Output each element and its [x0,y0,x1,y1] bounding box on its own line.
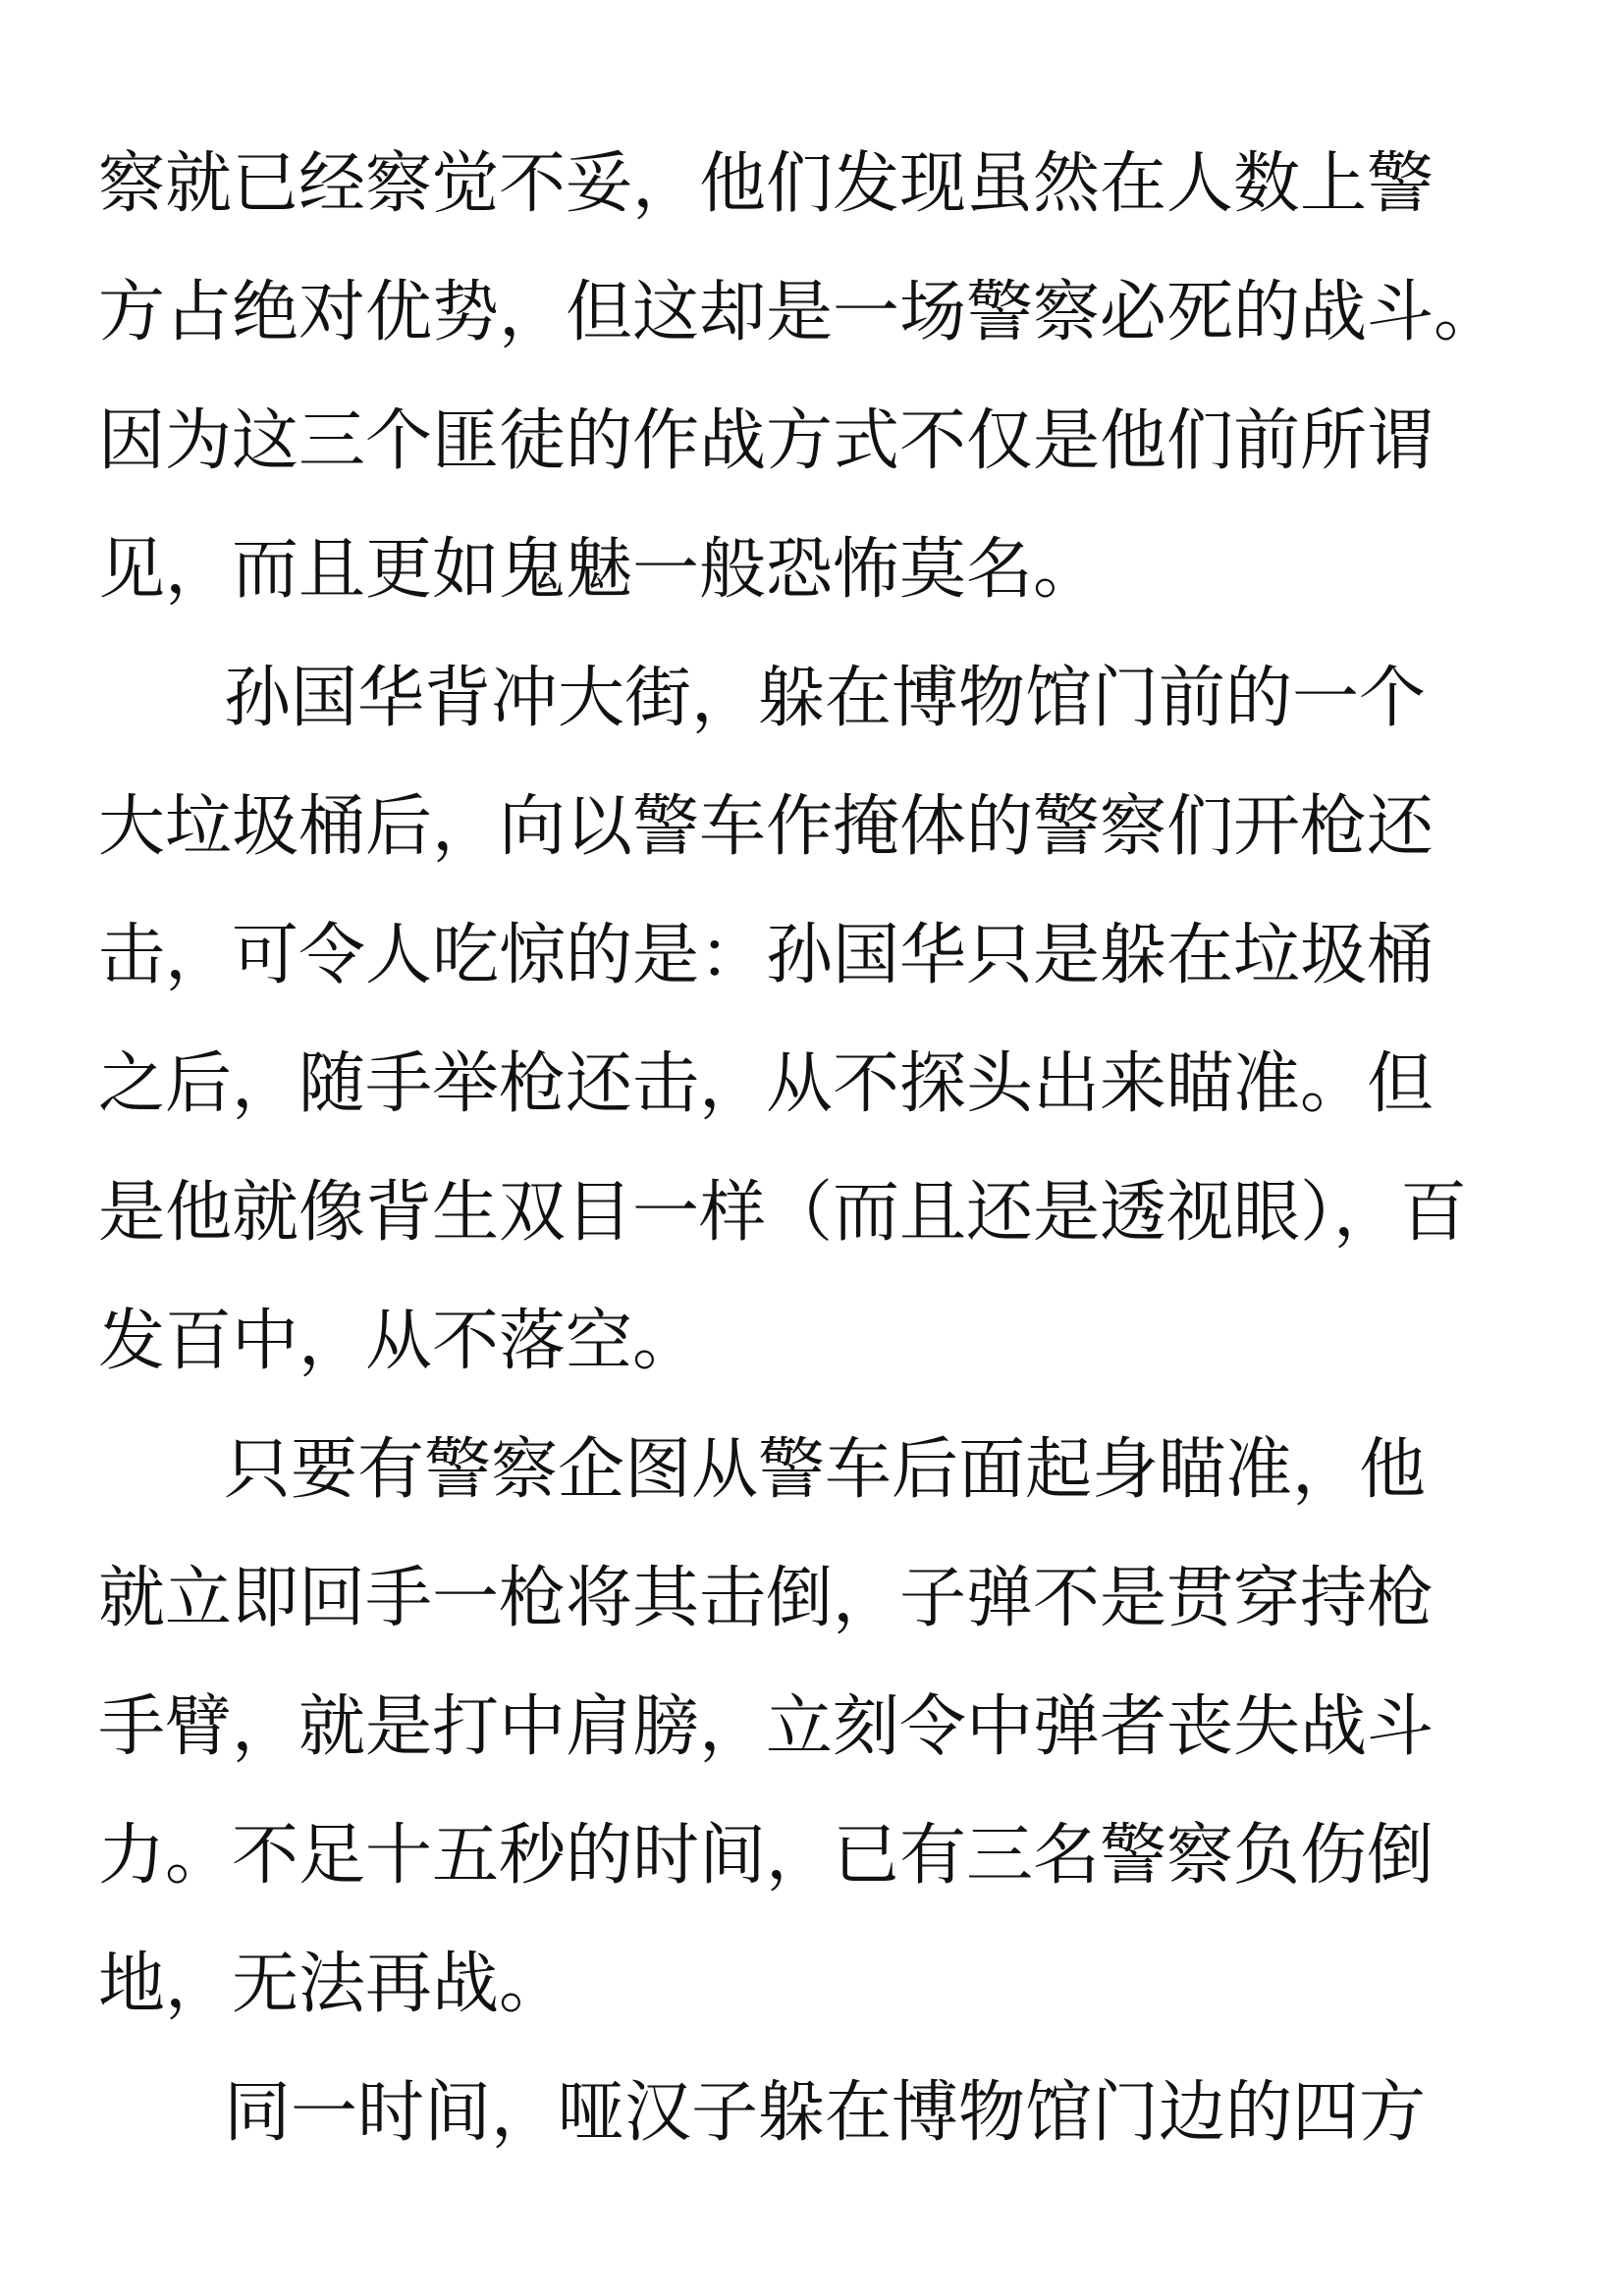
text-line-6: 大垃圾桶后，向以警车作掩体的警察们开枪还 [98,788,1435,866]
text-line-16: 同一时间，哑汉子躲在博物馆门边的四方 [224,2074,1427,2152]
text-line-12: 就立即回手一枪将其击倒，子弹不是贯穿持枪 [98,1560,1435,1637]
text-line-11: 只要有警察企图从警车后面起身瞄准，他 [224,1431,1427,1509]
text-line-14: 力。不足十五秒的时间，已有三名警察负伤倒 [98,1817,1435,1895]
text-line-8: 之后，随手举枪还击，从不探头出来瞄准。但 [98,1045,1435,1123]
text-line-5: 孙国华背冲大街，躲在博物馆门前的一个 [224,660,1427,737]
text-line-9: 是他就像背生双目一样（而且还是透视眼），百 [98,1174,1468,1252]
text-line-13: 手臂，就是打中肩膀，立刻令中弹者丧失战斗 [98,1688,1435,1766]
text-line-15: 地，无法再战。 [98,1946,567,2023]
text-line-7: 击，可令人吃惊的是：孙国华只是躲在垃圾桶 [98,917,1435,994]
text-line-4: 见，而且更如鬼魅一般恐怖莫名。 [98,531,1101,609]
text-line-1: 察就已经察觉不妥，他们发现虽然在人数上警 [98,145,1435,223]
text-line-2: 方占绝对优势，但这却是一场警察必死的战斗。 [98,274,1501,351]
body-text [98,120,1542,2177]
text-line-10: 发百中，从不落空。 [98,1303,700,1380]
text-line-3: 因为这三个匪徒的作战方式不仅是他们前所谓 [98,402,1435,480]
